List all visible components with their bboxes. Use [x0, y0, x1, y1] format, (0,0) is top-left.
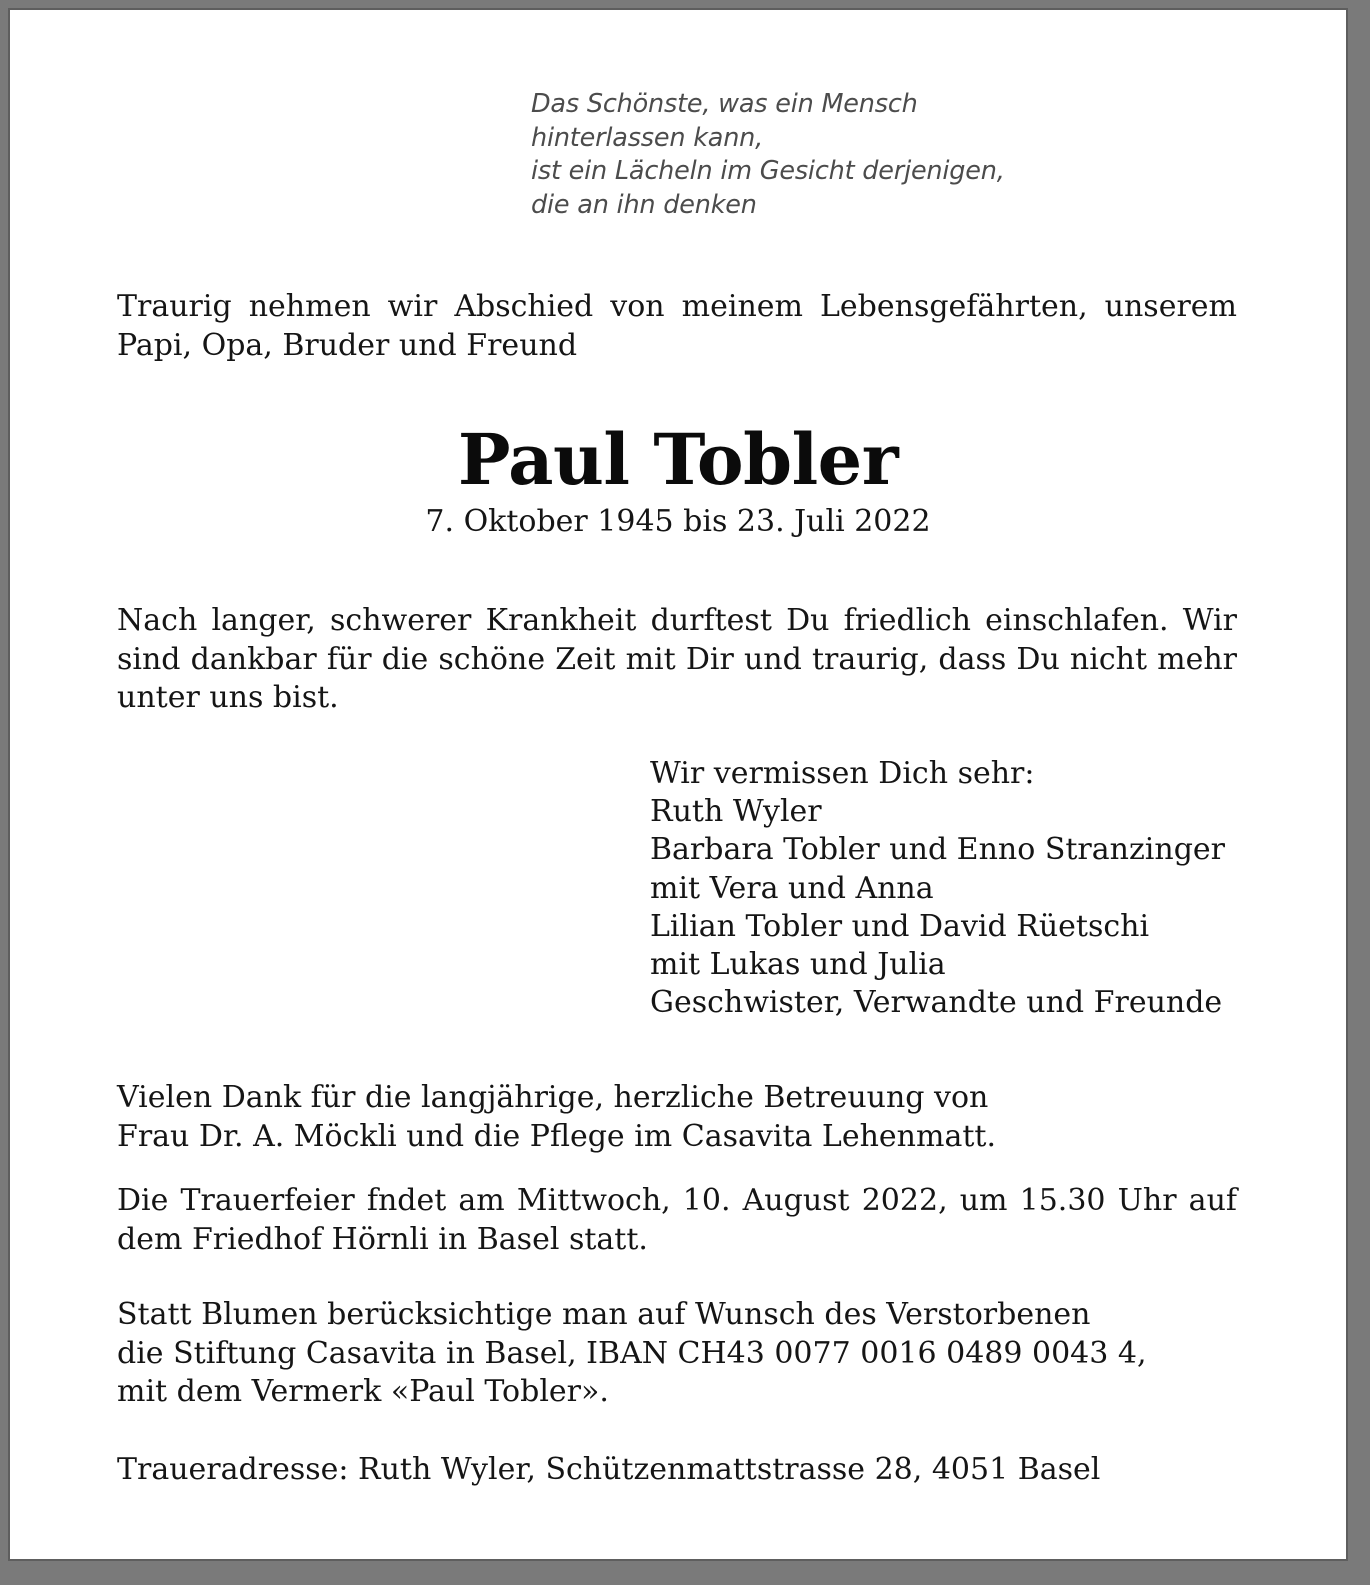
- mourner-line: mit Lukas und Julia: [650, 947, 946, 983]
- mourners-heading: Wir vermissen Dich sehr:: [650, 756, 1035, 791]
- motto-line: Das Schönste, was ein Mensch: [531, 89, 918, 119]
- mourner-line: Ruth Wyler: [650, 794, 822, 830]
- intro-text: Traurig nehmen wir Abschied von meinem Lebensgefährten, unserem Papi, Opa, Bruder und Freund: [117, 289, 1237, 363]
- donation-info: [117, 1296, 1237, 1412]
- motto-line: die an ihn denken: [531, 189, 757, 220]
- donation-line: Statt Blumen berücksichtige man auf Wunsch des Verstorbenen: [117, 1297, 1091, 1332]
- mourner-line: mit Vera und Anna: [650, 870, 934, 906]
- deceased-name: Paul Tobler: [457, 418, 899, 501]
- motto-line: hinterlassen kann,: [531, 122, 764, 153]
- life-dates: 7. Oktober 1945 bis 23. Juli 2022: [425, 504, 931, 539]
- motto-quote: [531, 88, 1051, 222]
- thanks-text: [117, 1079, 1237, 1156]
- obituary-notice: [10, 10, 1346, 1559]
- motto-line: ist ein Lächeln im Gesicht derjenigen,: [531, 156, 1005, 186]
- mourner-line: Geschwister, Verwandte und Freunde: [650, 985, 1223, 1021]
- thanks-line: Vielen Dank für die langjährige, herzliche Betreuung von: [117, 1080, 989, 1115]
- service-info: Die Trauerfeier fndet am Mittwoch, 10. August 2022, um 15.30 Uhr auf dem Friedhof Hörnli in Basel statt.: [117, 1183, 1237, 1257]
- donation-line: die Stiftung Casavita in Basel, IBAN CH43 0077 0016 0489 0043 4,: [117, 1335, 1147, 1371]
- mourner-line: Barbara Tobler und Enno Stranzinger: [650, 832, 1225, 868]
- mourners-list: [650, 755, 1250, 1022]
- message-text: Nach langer, schwerer Krankheit durftest Du friedlich einschlafen. Wir sind dankbar für die schöne Zeit mit Dir und traurig, dass Du nicht mehr unter uns bist.: [117, 603, 1237, 715]
- mourning-address: Traueradresse: Ruth Wyler, Schützenmattstrasse 28, 4051 Basel: [117, 1452, 1101, 1487]
- donation-line: mit dem Vermerk «Paul Tobler».: [117, 1374, 609, 1409]
- mourner-line: Lilian Tobler und David Rüetschi: [650, 908, 1150, 944]
- thanks-line: Frau Dr. A. Möckli und die Pflege im Casavita Lehenmatt.: [117, 1118, 996, 1154]
